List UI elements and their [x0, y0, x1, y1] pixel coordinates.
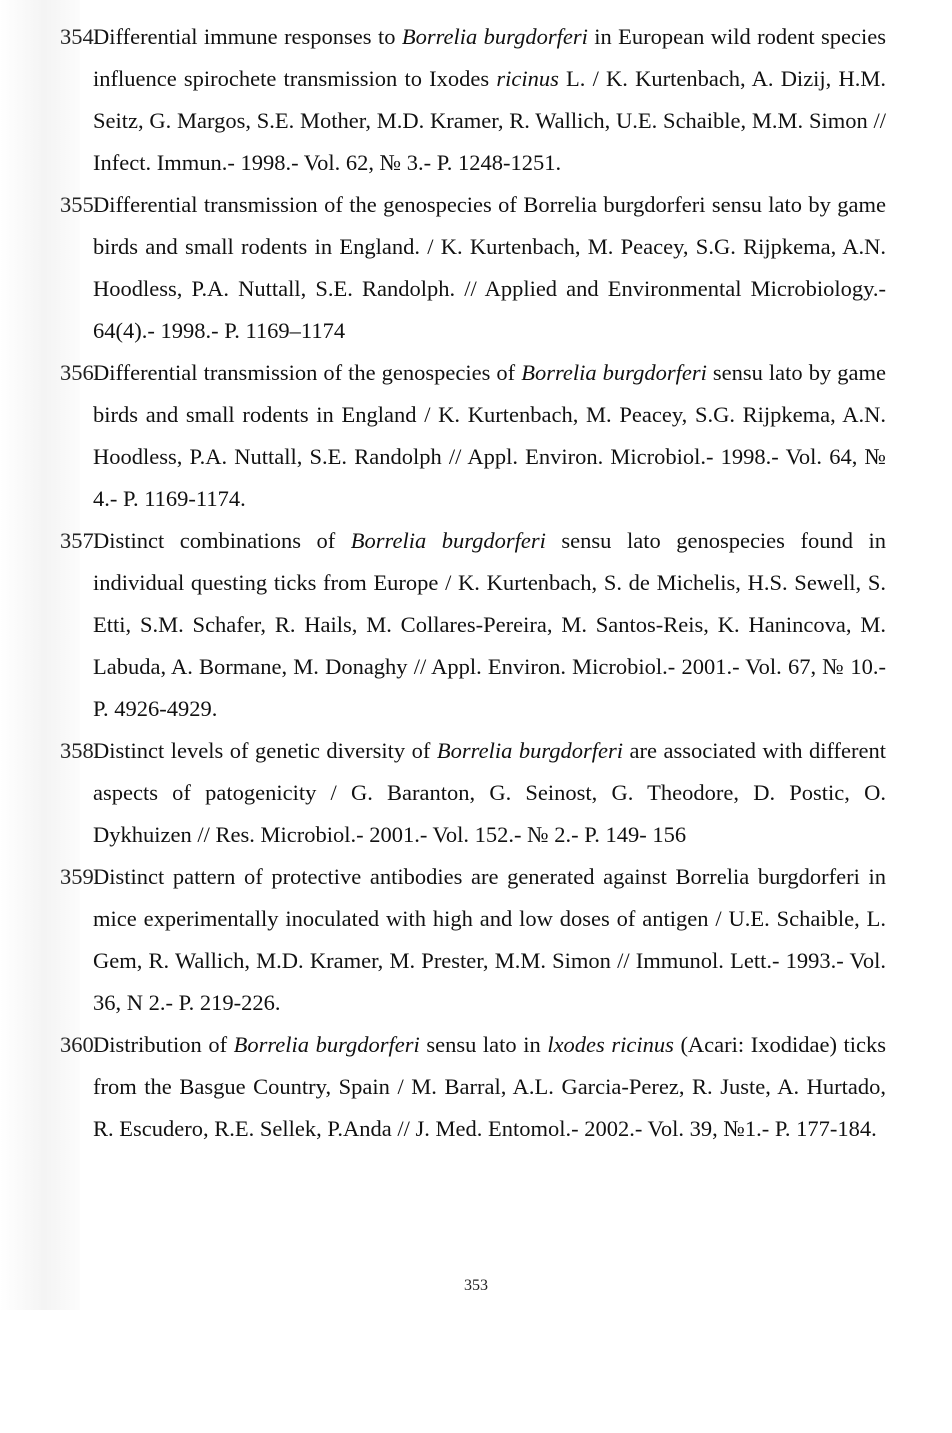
reference-entry: [60, 352, 886, 520]
reference-italic-text: Borrelia burgdorferi: [521, 360, 707, 385]
reference-italic-text: Borrelia burgdorferi: [436, 738, 624, 763]
reference-number: 360.: [60, 1032, 100, 1057]
reference-number: 356.: [60, 360, 100, 385]
reference-number: 354.: [60, 24, 100, 49]
reference-text: L. / K. Kurtenbach, A. Dizij, H.M. Seitz, G. Margos, S.E. Mother, M.D. Kramer, R. Wallich, U.E. Schaible, M.M. Simon // Infect. Immun.- 1998.- Vol. 62, № 3.- P. 1248-1251.: [93, 66, 886, 175]
reference-entry: [60, 1024, 886, 1150]
reference-italic-text: Borrelia burgdorferi: [350, 528, 546, 553]
reference-entry: [60, 16, 886, 184]
reference-text: sensu lato genospecies found in individual questing ticks from Europe / K. Kurtenbach, S. de Michelis, H.S. Sewell, S. Etti, S.M. Schafer, R. Hails, M. Collares-Pereira, M. Santos-Reis, K. Hanincova, M. Labuda, A. Bormane, M. Donaghy // Appl. Environ. Microbiol.- 2001.- Vol. 67, № 10.- P. 4926-4929.: [93, 528, 886, 721]
reference-text: in European wild rodent species influence spirochete transmission to Ixodes: [93, 24, 886, 91]
reference-list: [60, 16, 886, 1150]
page-number: 353: [464, 1277, 488, 1294]
reference-text: Distinct levels of genetic diversity of: [93, 738, 437, 763]
reference-text: Differential immune responses to: [93, 24, 402, 49]
reference-entry: [60, 856, 886, 1024]
reference-number: 357.: [60, 528, 100, 553]
reference-text: Distinct pattern of protective antibodies are generated against Borrelia burgdorferi in mice experimentally inoculated with high and low doses of antigen / U.E. Schaible, L. Gem, R. Wallich, M.D. Kramer, M. Prester, M.M. Simon // Immunol. Lett.- 1993.- Vol. 36, N 2.- P. 219-226.: [93, 864, 886, 1015]
reference-entry: [60, 184, 886, 352]
reference-entry: [60, 730, 886, 856]
reference-text: sensu lato in: [419, 1032, 548, 1057]
reference-text: sensu lato by game birds and small rodents in England / K. Kurtenbach, M. Peacey, S.G. Rijpkema, A.N. Hoodless, P.A. Nuttall, S.E. Randolph // Appl. Environ. Microbiol.- 1998.- Vol. 64, № 4.- P. 1169-1174.: [93, 360, 886, 511]
reference-number: 359.: [60, 864, 100, 889]
reference-text: Differential transmission of the genospecies of Borrelia burgdorferi sensu lato by game birds and small rodents in England. / K. Kurtenbach, M. Peacey, S.G. Rijpkema, A.N. Hoodless, P.A. Nuttall, S.E. Randolph. // Applied and Environmental Microbiology.- 64(4).- 1998.- P. 1169–1174: [93, 192, 886, 343]
reference-number: 358.: [60, 738, 100, 763]
reference-number: 355.: [60, 192, 100, 217]
reference-italic-text: lxodes ricinus: [547, 1032, 674, 1057]
reference-text: Distinct combinations of: [93, 528, 351, 553]
reference-italic-text: Borrelia burgdorferi: [233, 1032, 420, 1057]
reference-italic-text: ricinus: [496, 66, 559, 91]
reference-text: Differential transmission of the genospecies of: [93, 360, 522, 385]
reference-text: Distribution of: [93, 1032, 234, 1057]
reference-text: (Acari: Ixodidae) ticks from the Basgue Country, Spain / M. Barral, A.L. Garcia-Perez, R. Juste, A. Hurtado, R. Escudero, R.E. Sellek, P.Anda // J. Med. Entomol.- 2002.- Vol. 39, №1.- P. 177-184.: [93, 1032, 886, 1141]
reference-text: are associated with different aspects of patogenicity / G. Baranton, G. Seinost, G. Theodore, D. Postic, O. Dykhuizen // Res. Microbiol.- 2001.- Vol. 152.- № 2.- P. 149- 156: [93, 738, 886, 847]
reference-entry: [60, 520, 886, 730]
reference-italic-text: Borrelia burgdorferi: [401, 24, 588, 49]
